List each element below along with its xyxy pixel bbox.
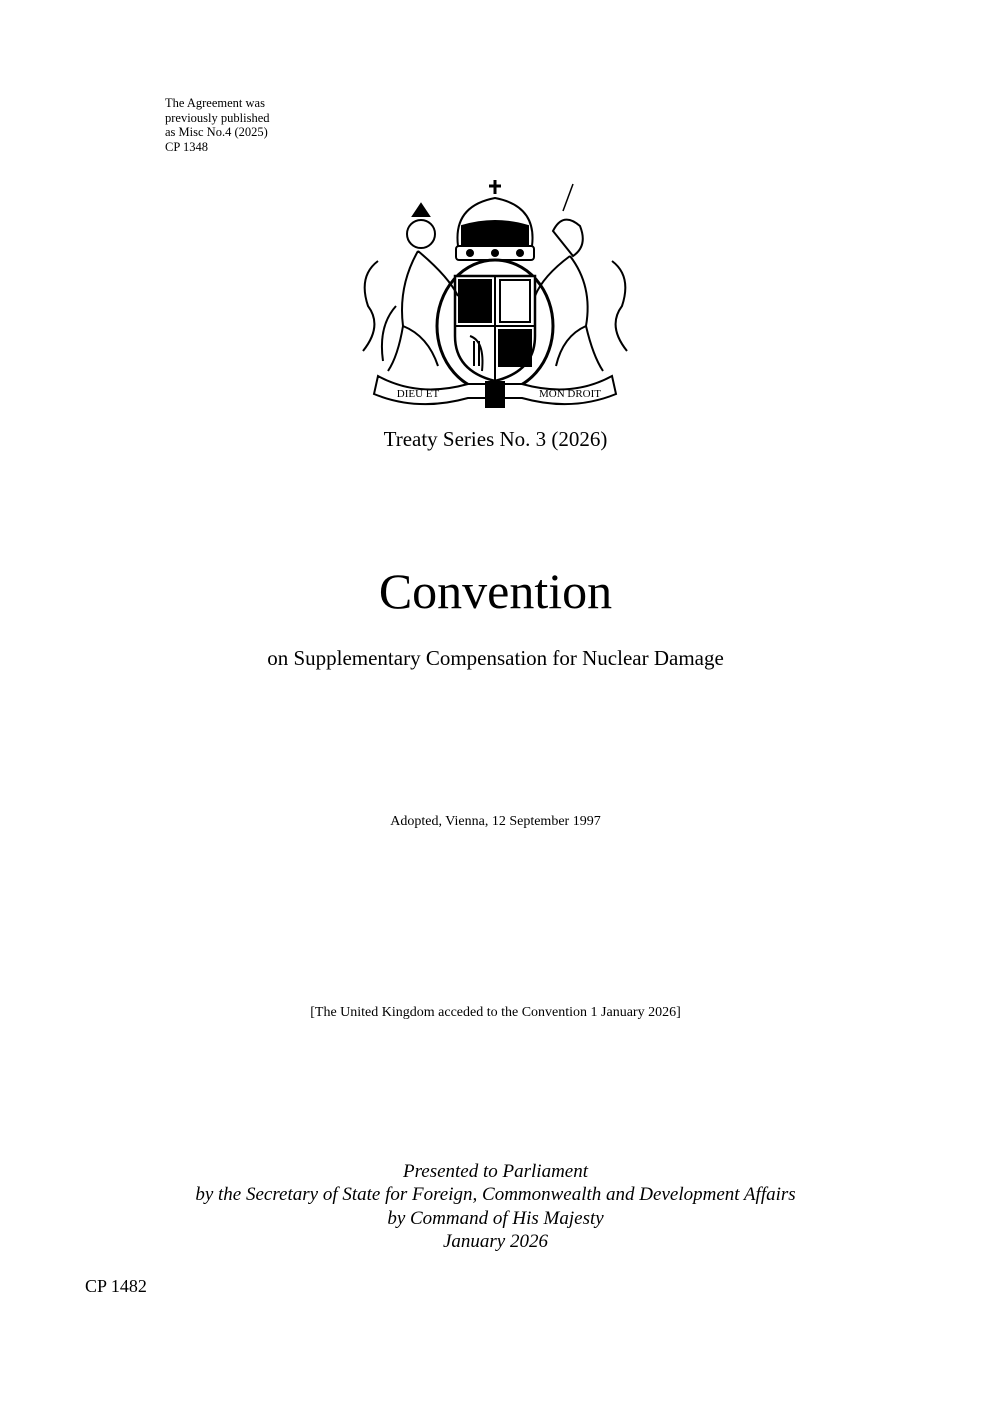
note-line: previously published xyxy=(165,110,270,125)
motto-right: MON DROIT xyxy=(538,388,602,400)
document-title: Convention xyxy=(378,563,613,619)
document-subtitle: on Supplementary Compensation for Nuclear Damage xyxy=(267,646,724,670)
note-line: CP 1348 xyxy=(165,139,208,154)
treaty-series-number: Treaty Series No. 3 (2026) xyxy=(383,427,608,451)
presentation-statement xyxy=(0,1160,991,1254)
prior-publication-note xyxy=(165,96,270,154)
presented-line: Presented to Parliament xyxy=(402,1161,589,1182)
presented-line: by the Secretary of State for Foreign, Commonwealth and Development Affairs xyxy=(195,1184,796,1206)
presented-line: January 2026 xyxy=(442,1231,548,1253)
motto-left: DIEU ET xyxy=(396,388,440,400)
command-paper-number: CP 1482 xyxy=(85,1276,147,1296)
royal-coat-of-arms-icon xyxy=(358,176,632,412)
note-line: as Misc No.4 (2025) xyxy=(165,125,268,140)
presented-line: by Command of His Majesty xyxy=(387,1207,604,1229)
accession-statement: [The United Kingdom acceded to the Convention 1 January 2026] xyxy=(310,1005,681,1020)
note-line: The Agreement was xyxy=(165,96,265,110)
adoption-statement: Adopted, Vienna, 12 September 1997 xyxy=(390,814,601,829)
